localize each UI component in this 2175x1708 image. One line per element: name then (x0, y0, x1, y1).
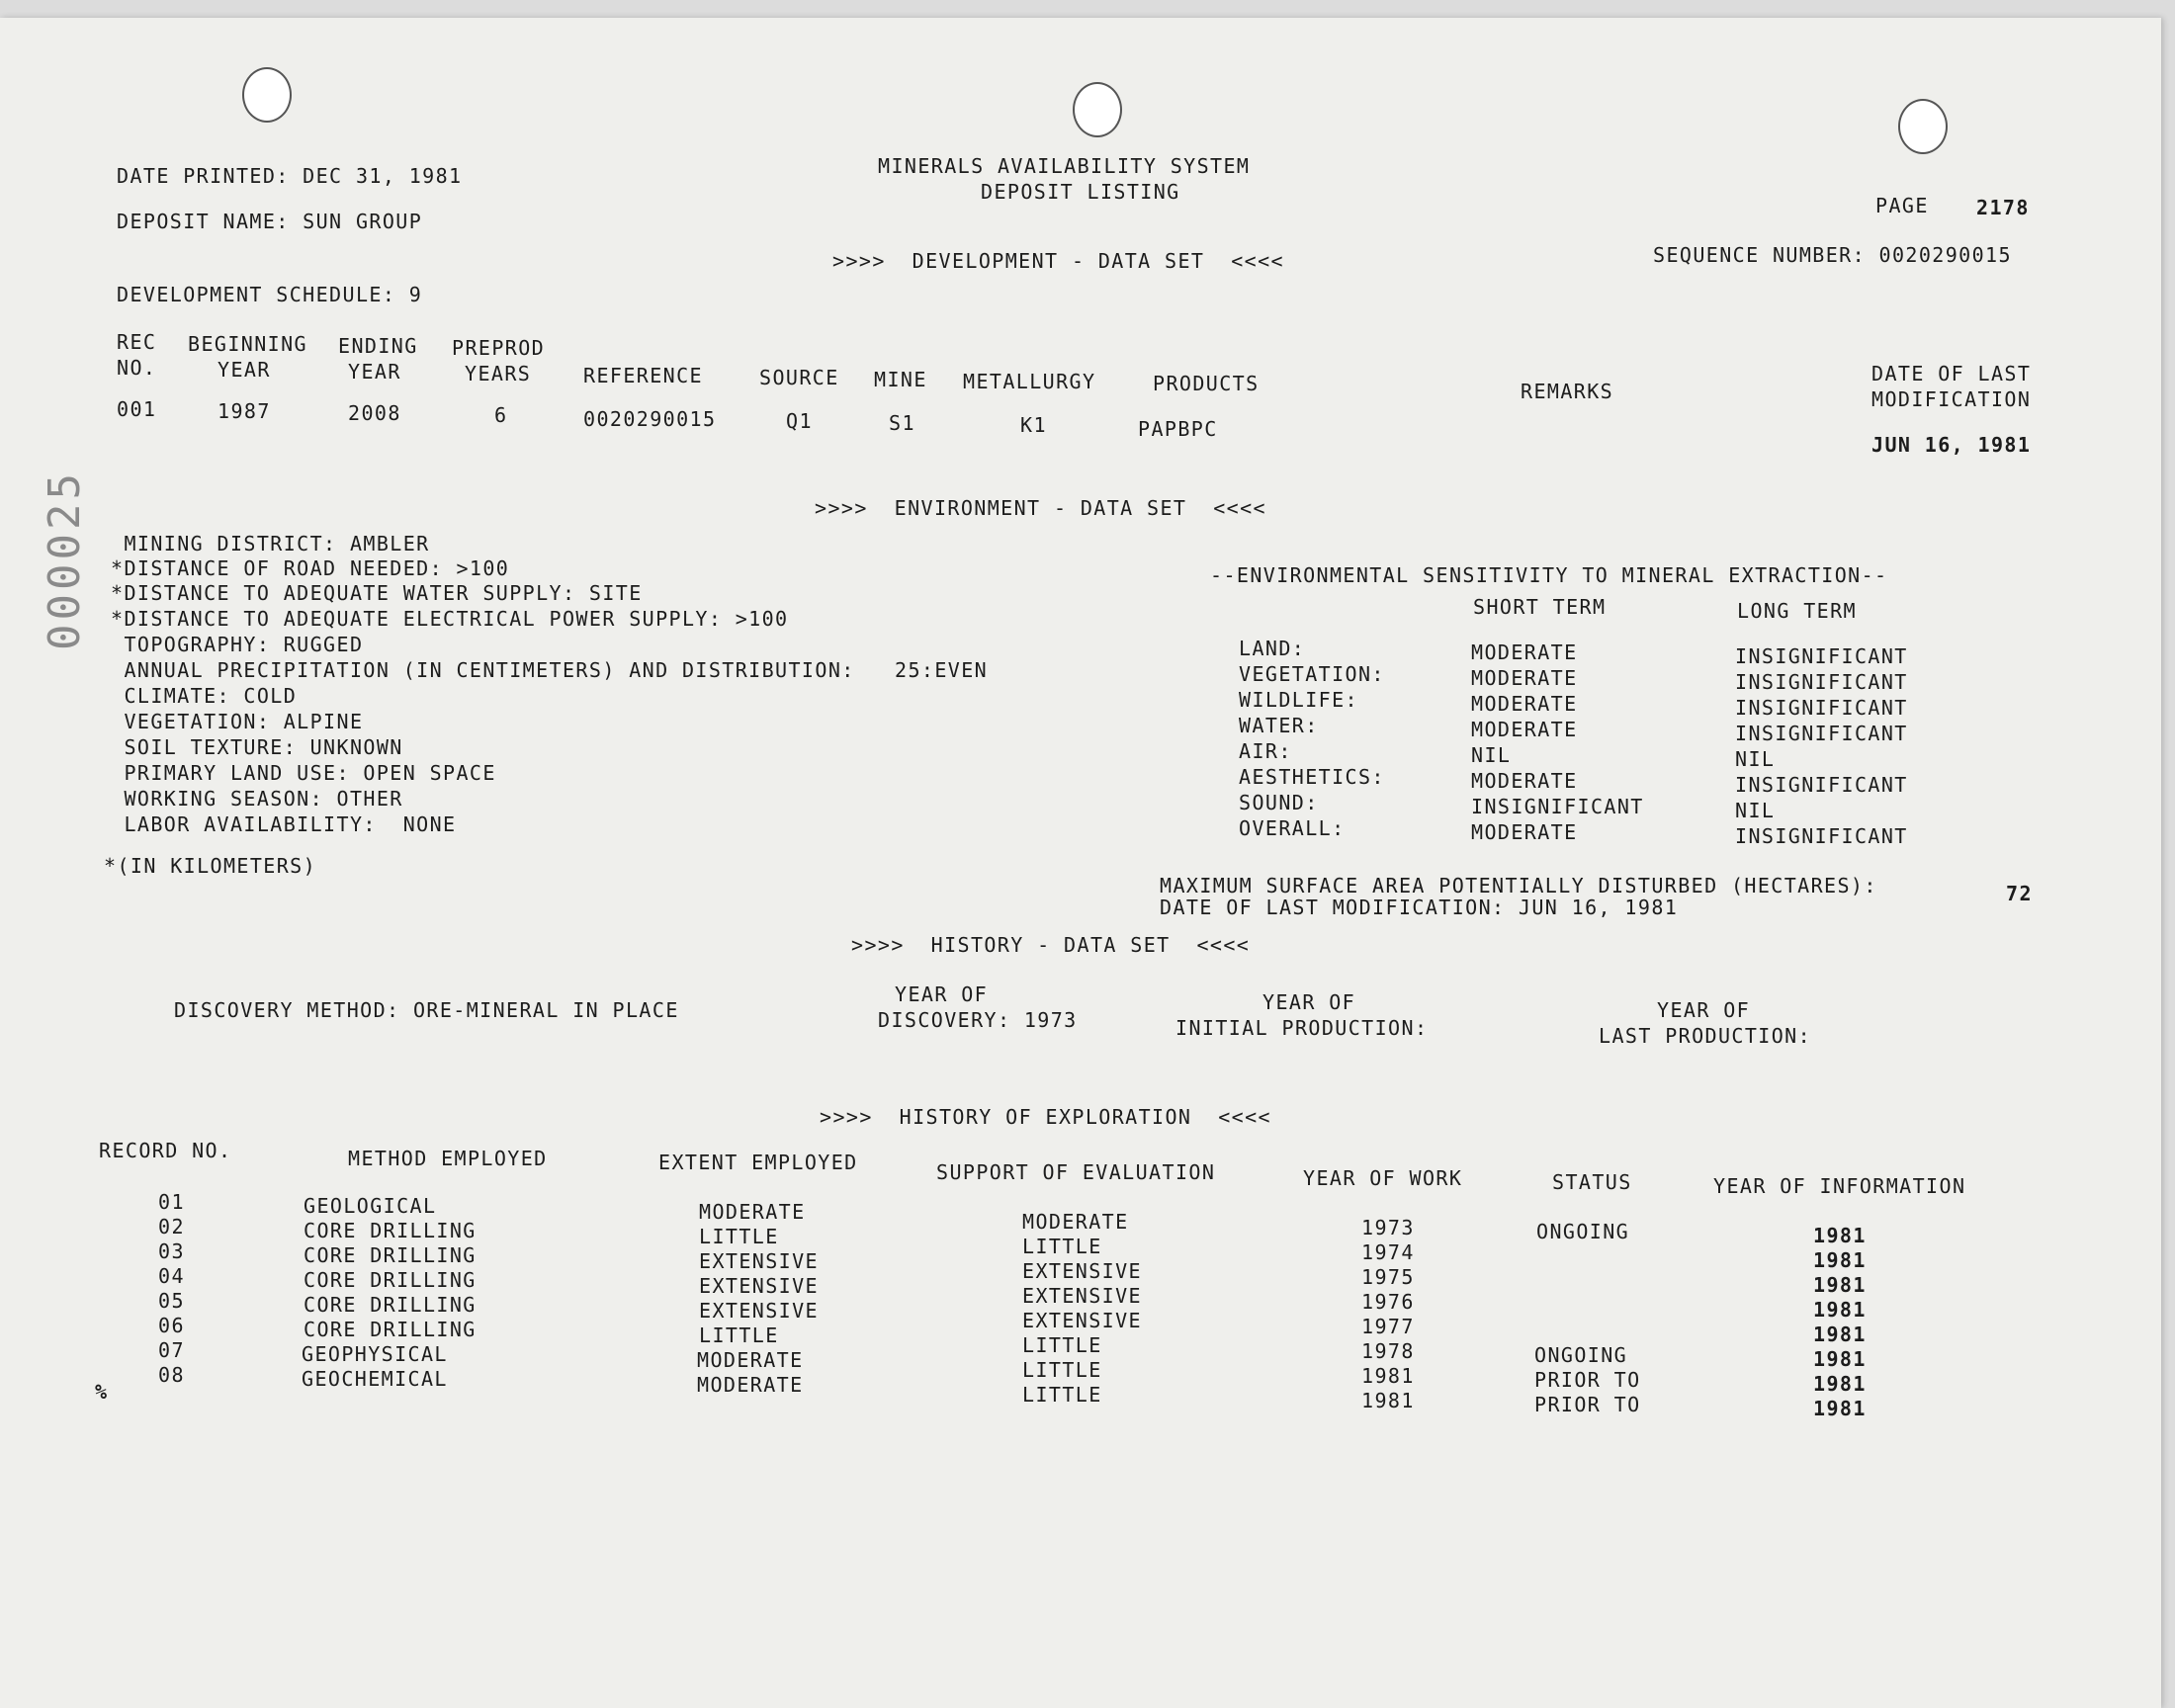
initial-production-year-of: YEAR OF (1262, 990, 1356, 1014)
col-header-beginning-year: YEAR (218, 358, 271, 382)
dev-preprod-years: 6 (494, 403, 508, 427)
sensitivity-label: AIR: (1239, 739, 1292, 763)
sensitivity-long: INSIGNIFICANT (1735, 773, 1908, 797)
listing-title: DEPOSIT LISTING (981, 180, 1180, 204)
punch-hole-center (1073, 82, 1122, 137)
dev-mine: S1 (889, 411, 915, 435)
record-support: EXTENSIVE (1022, 1259, 1142, 1283)
record-method: CORE DRILLING (304, 1318, 477, 1341)
col-header-mine: MINE (874, 368, 927, 391)
record-year-info: 1981 (1813, 1397, 1867, 1420)
history-section-title: >>>> HISTORY - DATA SET <<<< (851, 933, 1251, 957)
short-term-header: SHORT TERM (1473, 595, 1607, 619)
record-method: CORE DRILLING (304, 1243, 477, 1267)
env-item: MINING DISTRICT: AMBLER (111, 532, 430, 555)
record-year-work: 1981 (1361, 1389, 1415, 1412)
col-header-ending-year: YEAR (348, 360, 401, 384)
col-header-year-work: YEAR OF WORK (1303, 1166, 1463, 1190)
record-year-info: 1981 (1813, 1224, 1867, 1247)
sensitivity-long: NIL (1735, 747, 1776, 771)
record-year-work: 1974 (1361, 1240, 1415, 1264)
record-method: CORE DRILLING (304, 1293, 477, 1317)
record-year-work: 1973 (1361, 1216, 1415, 1239)
sensitivity-short: MODERATE (1471, 692, 1578, 716)
sensitivity-label: VEGETATION: (1239, 662, 1385, 686)
last-production: LAST PRODUCTION: (1599, 1024, 1812, 1048)
dev-reference: 0020290015 (583, 407, 717, 431)
record-extent: LITTLE (699, 1225, 779, 1248)
col-header-ending: ENDING (338, 334, 418, 358)
record-extent: EXTENSIVE (699, 1299, 819, 1323)
col-header-support: SUPPORT OF EVALUATION (936, 1160, 1216, 1184)
col-header-status: STATUS (1552, 1170, 1632, 1194)
punch-hole-right (1898, 99, 1948, 154)
record-support: LITTLE (1022, 1235, 1102, 1258)
record-status: ONGOING (1534, 1343, 1628, 1367)
record-support: EXTENSIVE (1022, 1284, 1142, 1308)
record-support: LITTLE (1022, 1383, 1102, 1407)
exploration-section-title: >>>> HISTORY OF EXPLORATION <<<< (820, 1105, 1271, 1129)
env-item: SOIL TEXTURE: UNKNOWN (111, 735, 403, 759)
record-no: 03 (158, 1239, 185, 1263)
dev-products: PAPBPC (1138, 417, 1218, 441)
record-extent: LITTLE (699, 1324, 779, 1347)
record-no: 08 (158, 1363, 185, 1387)
env-item: LABOR AVAILABILITY: NONE (111, 812, 457, 836)
record-year-work: 1975 (1361, 1265, 1415, 1289)
dev-source: Q1 (786, 409, 813, 433)
sensitivity-short: NIL (1471, 743, 1512, 767)
col-header-method: METHOD EMPLOYED (348, 1147, 548, 1170)
punch-hole-left (242, 67, 292, 123)
env-item: ANNUAL PRECIPITATION (IN CENTIMETERS) AND DISTRIBUTION: 25:EVEN (111, 658, 989, 682)
env-date-last-modification: DATE OF LAST MODIFICATION: JUN 16, 1981 (1160, 896, 1679, 919)
col-header-products: PRODUCTS (1153, 372, 1260, 395)
record-no: 06 (158, 1314, 185, 1337)
printout-sheet (0, 18, 2161, 1708)
env-item: *DISTANCE TO ADEQUATE ELECTRICAL POWER SUPPLY: >100 (111, 607, 789, 631)
max-surface-value: 72 (2006, 882, 2033, 905)
dev-beginning-year: 1987 (218, 399, 271, 423)
record-no: 05 (158, 1289, 185, 1313)
record-extent: MODERATE (697, 1348, 804, 1372)
sensitivity-long: INSIGNIFICANT (1735, 722, 1908, 745)
sensitivity-title: --ENVIRONMENTAL SENSITIVITY TO MINERAL EXTRACTION-- (1210, 563, 1888, 587)
page-label: PAGE (1875, 194, 1929, 217)
development-schedule: DEVELOPMENT SCHEDULE: 9 (117, 283, 423, 306)
record-year-work: 1981 (1361, 1364, 1415, 1388)
sensitivity-label: SOUND: (1239, 791, 1319, 814)
record-year-info: 1981 (1813, 1372, 1867, 1396)
sensitivity-short: MODERATE (1471, 769, 1578, 793)
record-year-info: 1981 (1813, 1273, 1867, 1297)
archive-stamp: 000025 (40, 470, 90, 650)
dev-date-last-modification: JUN 16, 1981 (1871, 433, 2032, 457)
sequence-number: SEQUENCE NUMBER: 0020290015 (1653, 243, 2012, 267)
initial-production: INITIAL PRODUCTION: (1175, 1016, 1429, 1040)
env-item: WORKING SEASON: OTHER (111, 787, 403, 811)
record-year-info: 1981 (1813, 1298, 1867, 1322)
environment-section-title: >>>> ENVIRONMENT - DATA SET <<<< (815, 496, 1266, 520)
record-no: 02 (158, 1215, 185, 1238)
sensitivity-label: WILDLIFE: (1239, 688, 1358, 712)
record-year-info: 1981 (1813, 1323, 1867, 1346)
sensitivity-short: INSIGNIFICANT (1471, 795, 1644, 818)
sensitivity-short: MODERATE (1471, 718, 1578, 741)
record-year-info: 1981 (1813, 1347, 1867, 1371)
sensitivity-label: OVERALL: (1239, 816, 1346, 840)
sensitivity-short: MODERATE (1471, 820, 1578, 844)
env-item: VEGETATION: ALPINE (111, 710, 364, 733)
record-extent: EXTENSIVE (699, 1249, 819, 1273)
col-header-reference: REFERENCE (583, 364, 703, 387)
sensitivity-long: NIL (1735, 799, 1776, 822)
env-item: *DISTANCE TO ADEQUATE WATER SUPPLY: SITE (111, 581, 643, 605)
col-header-beginning: BEGINNING (188, 332, 307, 356)
col-header-year-info: YEAR OF INFORMATION (1713, 1174, 1966, 1198)
record-status: PRIOR TO (1534, 1368, 1641, 1392)
end-marker: % (95, 1380, 109, 1404)
col-header-metallurgy: METALLURGY (963, 370, 1096, 393)
col-header-modification: MODIFICATION (1871, 387, 2032, 411)
last-production-year-of: YEAR OF (1657, 998, 1751, 1022)
record-extent: EXTENSIVE (699, 1274, 819, 1298)
record-year-info: 1981 (1813, 1248, 1867, 1272)
discovery-year: DISCOVERY: 1973 (878, 1008, 1078, 1032)
sensitivity-long: INSIGNIFICANT (1735, 824, 1908, 848)
discovery-method: DISCOVERY METHOD: ORE-MINERAL IN PLACE (174, 998, 679, 1022)
sensitivity-short: MODERATE (1471, 640, 1578, 664)
record-method: GEOPHYSICAL (302, 1342, 448, 1366)
record-support: LITTLE (1022, 1358, 1102, 1382)
env-item: *DISTANCE OF ROAD NEEDED: >100 (111, 556, 510, 580)
dev-ending-year: 2008 (348, 401, 401, 425)
col-header-preprod: PREPROD (452, 336, 546, 360)
record-no: 04 (158, 1264, 185, 1288)
env-item: PRIMARY LAND USE: OPEN SPACE (111, 761, 496, 785)
col-header-no: NO. (117, 356, 157, 380)
dev-metallurgy: K1 (1020, 413, 1047, 437)
development-section-title: >>>> DEVELOPMENT - DATA SET <<<< (832, 249, 1284, 273)
record-support: MODERATE (1022, 1210, 1129, 1234)
col-header-extent: EXTENT EMPLOYED (658, 1151, 858, 1174)
record-method: GEOCHEMICAL (302, 1367, 448, 1391)
env-item: CLIMATE: COLD (111, 684, 298, 708)
record-year-work: 1977 (1361, 1315, 1415, 1338)
record-no: 07 (158, 1338, 185, 1362)
record-support: EXTENSIVE (1022, 1309, 1142, 1332)
record-status: PRIOR TO (1534, 1393, 1641, 1416)
sensitivity-long: INSIGNIFICANT (1735, 644, 1908, 668)
col-header-preprod-years: YEARS (465, 362, 532, 385)
record-method: CORE DRILLING (304, 1219, 477, 1242)
date-printed: DATE PRINTED: DEC 31, 1981 (117, 164, 463, 188)
sensitivity-label: AESTHETICS: (1239, 765, 1385, 789)
record-method: CORE DRILLING (304, 1268, 477, 1292)
record-method: GEOLOGICAL (304, 1194, 437, 1218)
record-extent: MODERATE (699, 1200, 806, 1224)
discovery-year-of: YEAR OF (895, 982, 989, 1006)
col-header-remarks: REMARKS (1521, 380, 1614, 403)
sensitivity-short: MODERATE (1471, 666, 1578, 690)
env-footnote: *(IN KILOMETERS) (104, 854, 317, 878)
col-header-rec: REC (117, 330, 157, 354)
col-header-source: SOURCE (759, 366, 839, 389)
system-title: MINERALS AVAILABILITY SYSTEM (878, 154, 1251, 178)
record-year-work: 1976 (1361, 1290, 1415, 1314)
long-term-header: LONG TERM (1737, 599, 1857, 623)
page-number: 2178 (1976, 196, 2030, 219)
deposit-name: DEPOSIT NAME: SUN GROUP (117, 210, 423, 233)
col-header-record-no: RECORD NO. (99, 1139, 232, 1162)
sensitivity-label: LAND: (1239, 637, 1306, 660)
dev-rec-no: 001 (117, 397, 157, 421)
max-surface-label: MAXIMUM SURFACE AREA POTENTIALLY DISTURBED (HECTARES): (1160, 874, 1877, 897)
sensitivity-long: INSIGNIFICANT (1735, 670, 1908, 694)
record-status: ONGOING (1536, 1220, 1630, 1243)
env-item: TOPOGRAPHY: RUGGED (111, 633, 364, 656)
record-no: 01 (158, 1190, 185, 1214)
record-extent: MODERATE (697, 1373, 804, 1397)
record-year-work: 1978 (1361, 1339, 1415, 1363)
record-support: LITTLE (1022, 1333, 1102, 1357)
sensitivity-label: WATER: (1239, 714, 1319, 737)
col-header-date-last: DATE OF LAST (1871, 362, 2032, 385)
sensitivity-long: INSIGNIFICANT (1735, 696, 1908, 720)
